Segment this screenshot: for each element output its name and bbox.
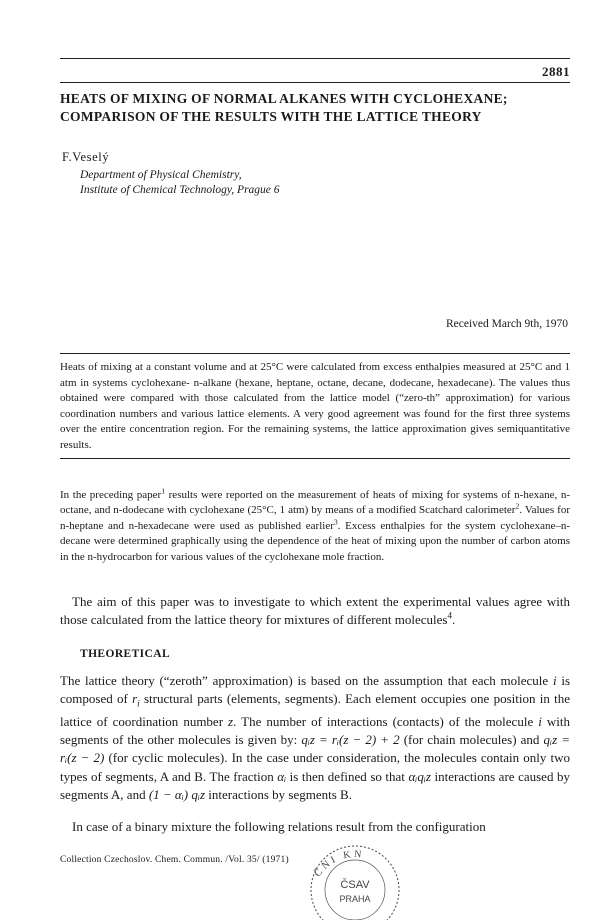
section-heading: THEORETICAL bbox=[80, 648, 171, 660]
abstract bbox=[60, 360, 570, 454]
equation-chain: qᵢz = rᵢ(z − 2) + 2 bbox=[301, 732, 400, 748]
affiliation-line-2: Institute of Chemical Technology, Prague 6 bbox=[80, 184, 280, 196]
received-date: Received March 9th, 1970 bbox=[446, 318, 568, 330]
affiliation bbox=[80, 168, 280, 198]
affiliation-line-1: Department of Physical Chemistry, bbox=[80, 169, 242, 181]
page-number: 2881 bbox=[542, 64, 570, 79]
journal-footer: Collection Czechoslov. Chem. Commun. /Vol. 35/ (1971) bbox=[60, 855, 289, 865]
title-line-2: COMPARISON OF THE RESULTS WITH THE LATTICE THEORY bbox=[60, 109, 482, 124]
library-stamp bbox=[300, 828, 410, 920]
abstract-top-rule bbox=[60, 353, 570, 354]
configuration-paragraph: In case of a binary mixture the following relations result from the configuration bbox=[72, 819, 486, 834]
stamp-bottom-text: PRAHA bbox=[339, 894, 371, 904]
aim-paragraph: The aim of this paper was to investigate to which extent the experimental values agree with those calculated from the lattice theory for mixtures of different molecules$^4$. bbox=[60, 594, 570, 627]
abstract-bottom-rule bbox=[60, 458, 570, 459]
reference-4: 4 bbox=[447, 610, 452, 621]
equation-cyclic: qᵢz = rᵢ(z − 2) bbox=[60, 732, 570, 766]
stamp-middle-text: ČSAV bbox=[340, 879, 370, 891]
top-rule bbox=[60, 58, 570, 59]
reference-3: 3 bbox=[333, 517, 338, 527]
author: F.Veselý bbox=[62, 150, 110, 164]
reference-1: 1 bbox=[161, 486, 166, 496]
stamp-arc-text: ČNI KN bbox=[312, 848, 365, 880]
theory-paragraph: The lattice theory (“zeroth” approximation) is based on the assumption that each molecule i is composed of $r_i$ structural parts (elements, segments). Each element occupies one position in the lattice of coordination number z. The number of interactions (contacts) of the molecule i with segments of the other molecules is given by: qᵢz = rᵢ(z − 2) + 2 (for chain molecules) and qᵢz = rᵢ(z − 2) (for cyclic molecules). In the case under consideration, the molecules contain only two types of segments, A and B. The fraction αᵢ is then defined so that αᵢqᵢz interactions are caused by segments A, and (1 − αᵢ) qᵢz interactions by segments B. bbox=[60, 673, 571, 802]
title-line-1: HEATS OF MIXING OF NORMAL ALKANES WITH CYCLOHEXANE; bbox=[60, 91, 508, 106]
intro-paragraph: In the preceding paper$^1$ results were reported on the measurement of heats of mixing for systems of n-hexane, n-octane, and n-dodecane with cyclohexane (25°C, 1 atm) by means of a modified Scatchard calorimeter$^2$. Values for n-heptane and n-hexadecane were used as published earlier$^3$. Excess enthalpies for the system cyclohexane–n-decane were determined graphically using the dependence of the heat of mixing upon the number of carbon atoms in the n-hydrocarbon for various values of the cyclohexane mole fraction. bbox=[60, 486, 571, 563]
paper-title bbox=[60, 90, 570, 126]
reference-2: 2 bbox=[515, 501, 520, 511]
header-rule bbox=[60, 82, 570, 83]
abstract-text: Heats of mixing at a constant volume and at 25°C were calculated from excess enthalpies measured at 25°C and 1 atm in systems cyclohexane- n-alkane (hexane, heptane, octane, decane, dodecane, hexadecane). The values thus obtained were compared with those calculated from the lattice model (“zero-th” approximation) for various coordination numbers and various lattice elements. A very good agreement was found for the first three systems over the entire concentration region. For the remaining systems, the lattice approximation gives semiquantitative results. bbox=[60, 361, 570, 451]
